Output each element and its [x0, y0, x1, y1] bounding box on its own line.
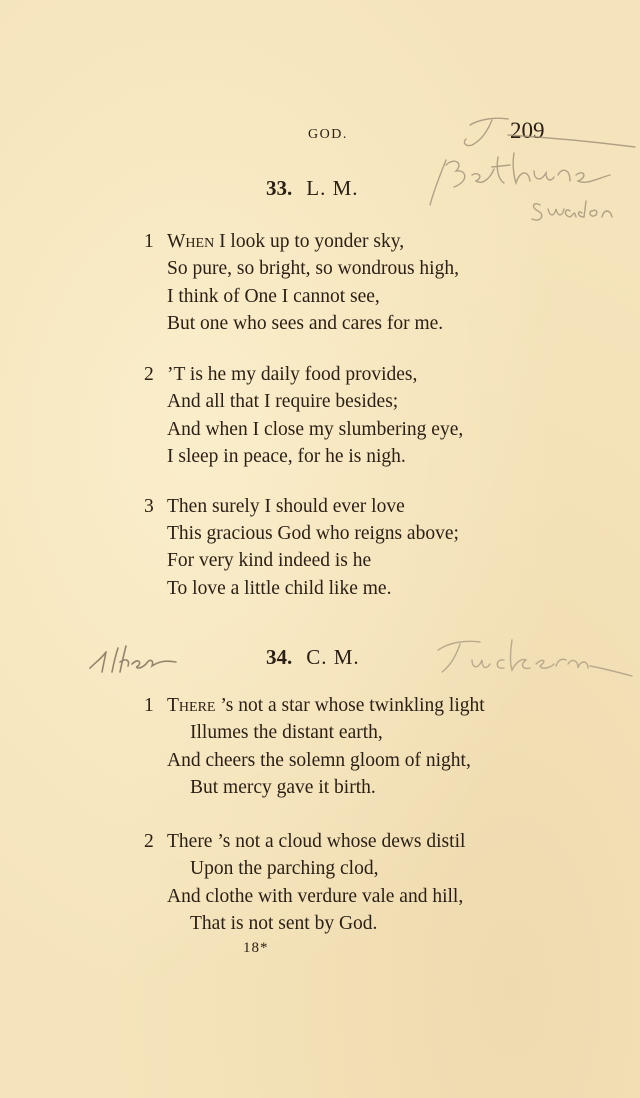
running-head: GOD.	[308, 127, 348, 142]
verse-line: But one who sees and cares for me.	[167, 313, 444, 334]
verse-line	[167, 232, 404, 252]
verse-number: 2	[144, 364, 154, 385]
hymn-number: 33.	[266, 176, 293, 200]
verse-line: ’T is he my daily food provides,	[167, 364, 418, 385]
signature-mark: 18*	[243, 940, 269, 956]
hymn-33-heading	[266, 176, 359, 201]
hymn-meter: L. M.	[306, 176, 359, 200]
hymn-number: 34.	[266, 645, 293, 669]
verse-line: And clothe with verdure vale and hill,	[167, 886, 464, 907]
verse-line: I sleep in peace, for he is nigh.	[167, 446, 406, 467]
verse-number: 3	[144, 496, 154, 517]
verse-line-text: ’s not a star whose twinkling light	[215, 695, 485, 716]
hymn-34-heading	[266, 645, 360, 670]
verse-line: Then surely I should ever love	[167, 496, 405, 517]
verse-line: That is not sent by God.	[190, 913, 378, 934]
verse-first-word: There	[167, 695, 216, 716]
verse-line: But mercy gave it birth.	[190, 777, 376, 798]
verse-line: Illumes the distant earth,	[190, 722, 383, 743]
verse-line	[167, 696, 485, 716]
verse-line: There ’s not a cloud whose dews distil	[167, 831, 466, 852]
verse-line: And all that I require besides;	[167, 391, 399, 412]
page-number: 209	[510, 118, 545, 143]
verse-line: So pure, so bright, so wondrous high,	[167, 258, 459, 279]
verse-number: 1	[144, 231, 154, 252]
hymn-meter: C. M.	[306, 645, 360, 669]
verse-line-text: I look up to yonder sky,	[214, 231, 405, 252]
verse-line: Upon the parching clod,	[190, 858, 379, 879]
verse-first-word: When	[167, 231, 215, 252]
verse-line: For very kind indeed is he	[167, 550, 372, 571]
verse-line: And cheers the solemn gloom of night,	[167, 750, 471, 771]
handwritten-annotation-left	[84, 638, 184, 684]
verse-line: I think of One I cannot see,	[167, 286, 380, 307]
verse-number: 2	[144, 831, 154, 852]
verse-line: And when I close my slumbering eye,	[167, 419, 464, 440]
verse-number: 1	[144, 695, 154, 716]
verse-line: To love a little child like me.	[167, 578, 392, 599]
verse-line: This gracious God who reigns above;	[167, 523, 459, 544]
handwritten-annotation-right	[432, 630, 637, 690]
